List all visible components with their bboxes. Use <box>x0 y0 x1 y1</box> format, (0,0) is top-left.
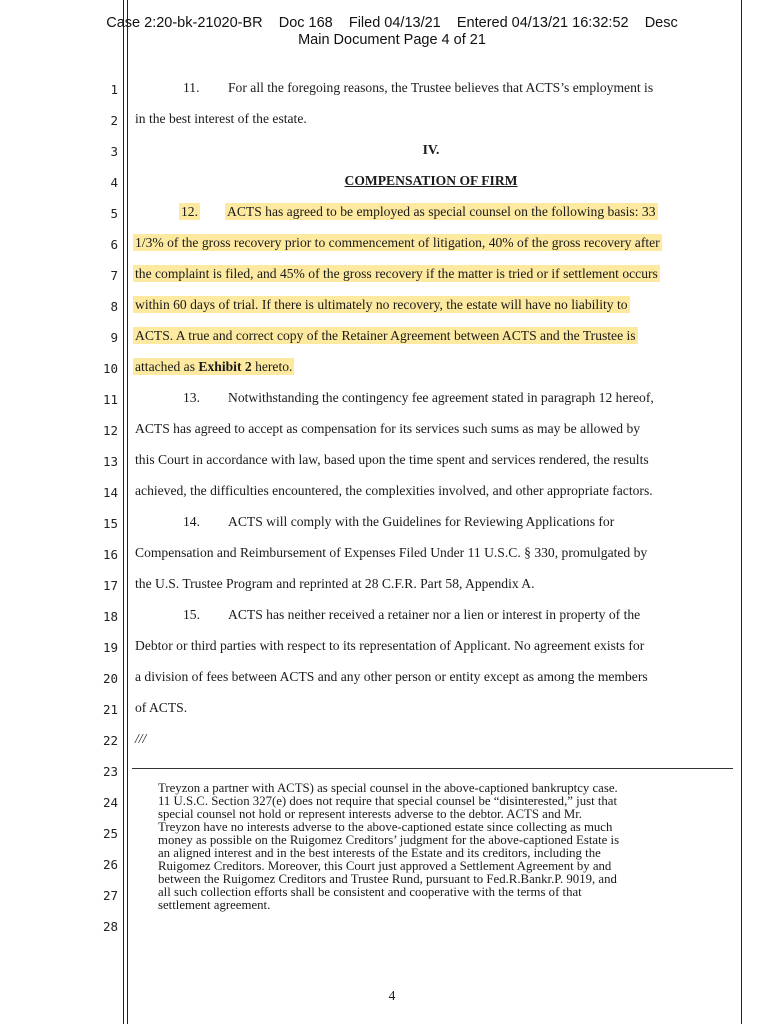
para-14-line-1: ACTS will comply with the Guidelines for Reviewing Applications for <box>228 514 615 529</box>
line-number: 4 <box>110 175 118 190</box>
line-number: 2 <box>110 113 118 128</box>
para-14-line-2: Compensation and Reimbursement of Expenses Filed Under 11 U.S.C. § 330, promulgated by <box>135 545 648 560</box>
line-number: 3 <box>110 144 118 159</box>
line-number: 26 <box>102 857 118 872</box>
line-number: 19 <box>102 640 118 655</box>
para-12-number: 12. <box>181 204 198 219</box>
line-number: 8 <box>110 299 118 314</box>
page-info-line: Main Document Page 4 of 21 <box>298 32 486 48</box>
left-margin-rule-outer <box>123 0 124 1024</box>
line-number: 13 <box>102 454 118 469</box>
para-13-line-1: Notwithstanding the contingency fee agreement stated in paragraph 12 hereof, <box>228 390 654 405</box>
line-number: 22 <box>102 733 118 748</box>
line-number: 28 <box>102 919 118 934</box>
continuation-marker: /// <box>135 731 147 746</box>
left-margin-rule-inner <box>127 0 128 1024</box>
footnote-text: Treyzon a partner with ACTS) as special counsel in the above-captioned bankruptcy case. 11 U.S.C. Section 327(e) does not require that special counsel be “disinterested,” just that special counsel not hold or represent interests adverse to the debtor. ACTS and Mr. Treyzon have no interests adverse to the above-captioned estate since collecting as much money as possible on the Ruigomez Creditors’ judgment for the above-captioned Estate is an aligned interest and in the best interests of the Estate and its creditors, including the Ruigomez Creditors. Moreover, this Court just approved a Settlement Agreement by and between the Ruigomez Creditors and Trustee Rund, pursuant to Fed.R.Bankr.P. 9019, and all such collection efforts shall be consistent and cooperative with the terms of that settlement agreement. <box>158 781 620 912</box>
case-header-line: Case 2:20-bk-21020-BR Doc 168 Filed 04/13/21 Entered 04/13/21 16:32:52 Desc <box>106 15 678 31</box>
line-number: 12 <box>102 423 118 438</box>
line-number: 9 <box>110 330 118 345</box>
line-number: 27 <box>102 888 118 903</box>
para-12-line-3: the complaint is filed, and 45% of the gross recovery if the matter is tried or if settlement occurs <box>135 266 658 281</box>
para-12-line-4: within 60 days of trial. If there is ultimately no recovery, the estate will have no liability to <box>135 297 628 312</box>
para-11-number: 11. <box>183 80 200 95</box>
exhibit-2-reference: Exhibit 2 <box>198 359 252 374</box>
para-11-line-1: For all the foregoing reasons, the Trustee believes that ACTS’s employment is <box>228 80 654 95</box>
line-number: 11 <box>102 392 118 407</box>
para-11-line-2: in the best interest of the estate. <box>135 111 307 126</box>
para-15-line-3: a division of fees between ACTS and any other person or entity except as among the members <box>135 669 648 684</box>
footnote-separator <box>132 768 733 769</box>
para-14-number: 14. <box>183 514 200 529</box>
page-number: 4 <box>388 988 396 1003</box>
para-12-line-6: attached as Exhibit 2 hereto. <box>135 359 293 374</box>
line-number: 7 <box>110 268 118 283</box>
section-number: IV. <box>422 142 440 157</box>
para-15-number: 15. <box>183 607 200 622</box>
line-number: 25 <box>102 826 118 841</box>
line-number: 1 <box>110 82 118 97</box>
line-number: 18 <box>102 609 118 624</box>
para-12-line-5: ACTS. A true and correct copy of the Retainer Agreement between ACTS and the Trustee is <box>135 328 636 343</box>
line-number: 24 <box>102 795 118 810</box>
para-14-line-3: the U.S. Trustee Program and reprinted at 28 C.F.R. Part 58, Appendix A. <box>135 576 535 591</box>
para-13-line-2: ACTS has agreed to accept as compensation for its services such sums as may be allowed by <box>135 421 641 436</box>
para-13-line-4: achieved, the difficulties encountered, the complexities involved, and other appropriate factors. <box>135 483 653 498</box>
section-title: COMPENSATION OF FIRM <box>344 173 518 188</box>
line-number: 6 <box>110 237 118 252</box>
para-12-line-2: 1/3% of the gross recovery prior to commencement of litigation, 40% of the gross recovery after <box>135 235 660 250</box>
line-number: 17 <box>102 578 118 593</box>
para-12-line-1: ACTS has agreed to be employed as special counsel on the following basis: 33 <box>227 204 656 219</box>
line-number: 23 <box>102 764 118 779</box>
para-15-line-2: Debtor or third parties with respect to its representation of Applicant. No agreement exists for <box>135 638 645 653</box>
para-13-line-3: this Court in accordance with law, based upon the time spent and services rendered, the results <box>135 452 649 467</box>
line-number: 15 <box>102 516 118 531</box>
para-15-line-1: ACTS has neither received a retainer nor a lien or interest in property of the <box>228 607 641 622</box>
line-number: 14 <box>102 485 118 500</box>
line-number: 16 <box>102 547 118 562</box>
line-number: 20 <box>102 671 118 686</box>
line-number: 5 <box>110 206 118 221</box>
right-margin-rule <box>741 0 742 1024</box>
para-13-number: 13. <box>183 390 200 405</box>
line-number: 10 <box>102 361 118 376</box>
line-number: 21 <box>102 702 118 717</box>
para-15-line-4: of ACTS. <box>135 700 188 715</box>
document-header <box>0 15 784 49</box>
